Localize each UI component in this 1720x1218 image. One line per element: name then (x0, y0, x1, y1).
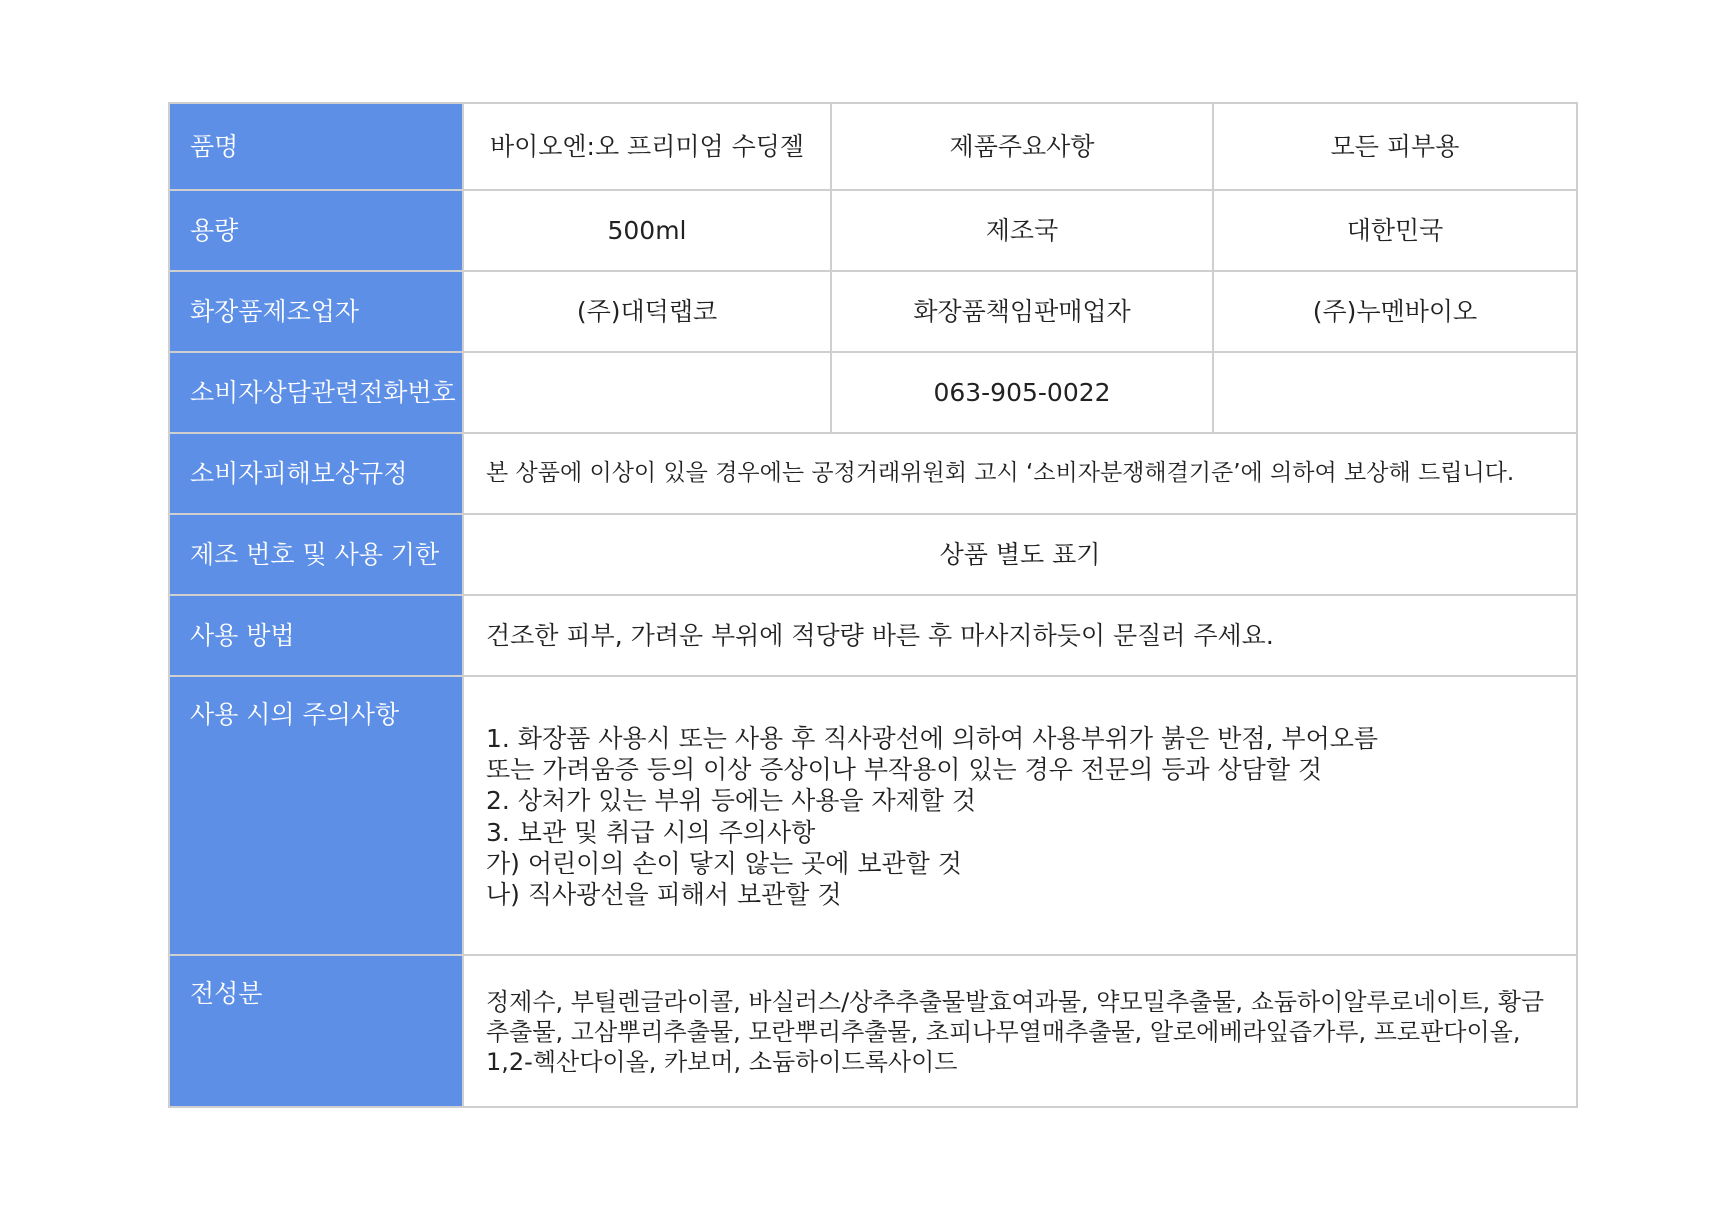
row-usage (169, 595, 1577, 676)
row-compensation (169, 433, 1577, 514)
ingredients-text: 정제수, 부틸렌글라이콜, 바실러스/상추추출물발효여과물, 약모밀추출물, 쇼듐하이알루로네이트, 황금추출물, 고삼뿌리추출물, 모란뿌리추출물, 초피나무열매추출물, 알로에베라잎즙가루, 프로판다이올, 1,2-헥산다이올, 카보머, 소듐하이드록사이드 (486, 988, 1545, 1076)
country-value: 대한민국 (1213, 190, 1577, 271)
product-name-label: 품명 (169, 103, 463, 190)
product-features-value: 모든 피부용 (1213, 103, 1577, 190)
product-features-label: 제품주요사항 (831, 103, 1213, 190)
row-product-name (169, 103, 1577, 190)
row-manufacturer (169, 271, 1577, 352)
product-info-table (168, 102, 1578, 1108)
caution-line: 1. 화장품 사용시 또는 사용 후 직사광선에 의하여 사용부위가 붉은 반점, 부어오름 (486, 723, 1379, 753)
phone-empty-cell-2 (1213, 352, 1577, 433)
usage-value: 건조한 피부, 가려운 부위에 적당량 바른 후 마사지하듯이 문질러 주세요. (463, 595, 1577, 676)
phone-label: 소비자상담관련전화번호 (169, 352, 463, 433)
row-volume (169, 190, 1577, 271)
manufacturer-label: 화장품제조업자 (169, 271, 463, 352)
compensation-value: 본 상품에 이상이 있을 경우에는 공정거래위원회 고시 ‘소비자분쟁해결기준’에 의하여 보상해 드립니다. (463, 433, 1577, 514)
row-lot-expiry (169, 514, 1577, 595)
caution-line: 3. 보관 및 취급 시의 주의사항 (486, 817, 816, 847)
product-name-value: 바이오엔:오 프리미엄 수딩젤 (463, 103, 831, 190)
row-phone (169, 352, 1577, 433)
volume-value: 500ml (463, 190, 831, 271)
phone-empty-cell (463, 352, 831, 433)
caution-line: 가) 어린이의 손이 닿지 않는 곳에 보관할 것 (486, 848, 962, 878)
caution-line: 나) 직사광선을 피해서 보관할 것 (486, 880, 842, 909)
lot-expiry-value: 상품 별도 표기 (463, 514, 1577, 595)
lot-expiry-label: 제조 번호 및 사용 기한 (169, 514, 463, 595)
row-cautions (169, 676, 1577, 955)
cautions-list (463, 676, 1577, 955)
country-label: 제조국 (831, 190, 1213, 271)
ingredients-value (463, 955, 1577, 1107)
volume-label: 용량 (169, 190, 463, 271)
row-ingredients (169, 955, 1577, 1107)
seller-label: 화장품책임판매업자 (831, 271, 1213, 352)
phone-number: 063-905-0022 (831, 352, 1213, 433)
cautions-label: 사용 시의 주의사항 (169, 676, 463, 955)
seller-value: (주)누멘바이오 (1213, 271, 1577, 352)
caution-line: 2. 상처가 있는 부위 등에는 사용을 자제할 것 (486, 786, 977, 816)
compensation-label: 소비자피해보상규정 (169, 433, 463, 514)
manufacturer-value: (주)대덕랩코 (463, 271, 831, 352)
ingredients-label: 전성분 (169, 955, 463, 1107)
caution-line: 또는 가려움증 등의 이상 증상이나 부작용이 있는 경우 전문의 등과 상담할 것 (486, 755, 1323, 784)
usage-label: 사용 방법 (169, 595, 463, 676)
